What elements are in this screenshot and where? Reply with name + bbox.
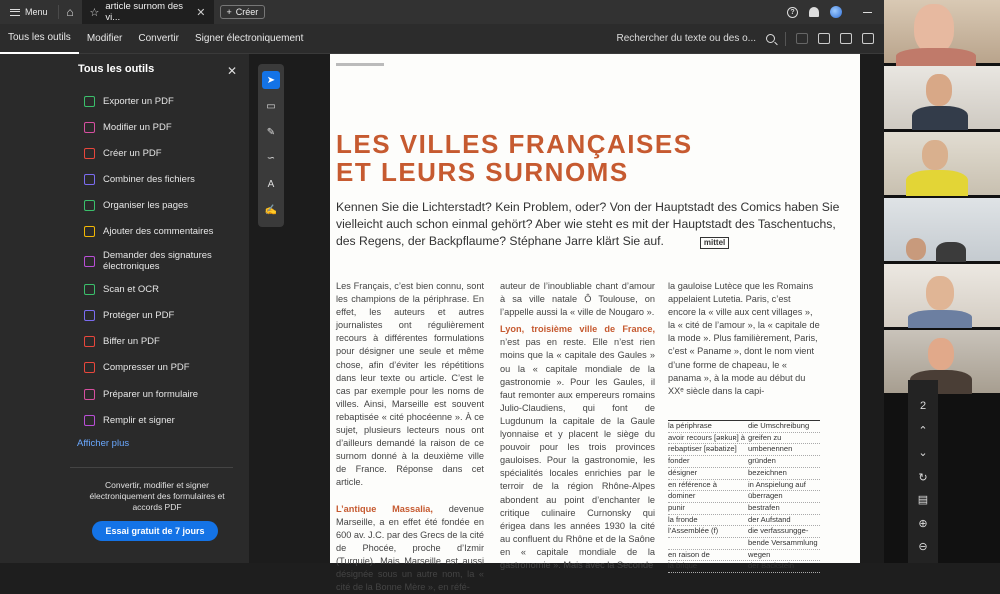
page-navigation-bar bbox=[908, 380, 938, 563]
tool-protect-pdf[interactable] bbox=[84, 310, 234, 321]
edit-pdf-icon bbox=[84, 122, 95, 133]
tool-label: Exporter un PDF bbox=[103, 96, 174, 107]
tool-scan-ocr[interactable] bbox=[84, 284, 234, 295]
vocab-row: la brique der Backstein bbox=[668, 561, 820, 573]
draw-freehand-icon[interactable]: ∽ bbox=[262, 149, 280, 167]
tool-export-pdf[interactable] bbox=[84, 96, 234, 107]
free-trial-button[interactable]: Essai gratuit de 7 jours bbox=[92, 521, 218, 541]
highlight-pen-icon[interactable]: ✎ bbox=[262, 123, 280, 141]
menu-button[interactable] bbox=[0, 0, 58, 24]
tool-label: Ajouter des commentaires bbox=[103, 226, 213, 237]
article-headline bbox=[336, 130, 693, 186]
tool-label: Préparer un formulaire bbox=[103, 389, 198, 400]
vocab-row: désigner bezeichnen bbox=[668, 468, 820, 480]
tab-title: article surnom des vi... bbox=[105, 1, 190, 23]
notifications-icon[interactable] bbox=[809, 7, 819, 17]
print-icon[interactable] bbox=[840, 33, 852, 44]
find-settings-icon[interactable] bbox=[862, 33, 874, 44]
main-toolbar bbox=[0, 24, 884, 54]
select-cursor-icon[interactable]: ➤ bbox=[262, 71, 280, 89]
paragraph-text: n’est pas en reste. Elle n’est rien moins que la « capitale des Gaules » ou la « capitale mondiale de la gastronomie ». Pour les Gaules, il faut remonter aux empereurs romains Julio-Claudiens, qui font de Lugdunum la capitale de la Gaule lyonnaise et y placent le siège du pouvoir pour les trois provinces gauloises. Pour la gastronomie, les spécialités locales enrichies par le terroir de la région Rhône-Alpes abondent au point d’enchanter le critique culinaire Curnonsky qui érigea dans les années 1930 la cité au confluent du Rhône et de la Saône en « capitale mondiale de la gastronomie ». Mais avec la Seconde bbox=[500, 337, 655, 570]
menu-label: Menu bbox=[25, 7, 48, 17]
search-input[interactable]: Rechercher du texte ou des o... bbox=[616, 33, 756, 44]
paragraph: auteur de l’inoubliable chant d’amour à sa ville natale Ô Toulouse, on l’appelle aussi la « ville de Nougaro ». bbox=[500, 280, 655, 319]
headline-line-2: ET LEURS SURNOMS bbox=[336, 158, 693, 186]
tool-label: Biffer un PDF bbox=[103, 336, 160, 347]
pdf-page bbox=[330, 54, 860, 563]
form-icon bbox=[84, 389, 95, 400]
participant-video-5[interactable] bbox=[884, 264, 1000, 327]
shield-icon bbox=[84, 310, 95, 321]
create-pdf-icon bbox=[84, 148, 95, 159]
tool-label: Demander des signatures électroniques bbox=[103, 250, 234, 272]
page-down-icon[interactable]: ⌄ bbox=[908, 446, 938, 459]
tool-label: Créer un PDF bbox=[103, 148, 162, 159]
subheading: L’antique Massalia, bbox=[336, 504, 433, 514]
save-icon[interactable] bbox=[796, 33, 808, 44]
participant-video-2[interactable] bbox=[884, 66, 1000, 129]
fill-sign-icon bbox=[84, 415, 95, 426]
participant-video-1[interactable] bbox=[884, 0, 1000, 63]
tool-label: Organiser les pages bbox=[103, 200, 188, 211]
paragraph bbox=[336, 503, 484, 594]
tool-label: Combiner des fichiers bbox=[103, 174, 195, 185]
tool-redact-pdf[interactable] bbox=[84, 336, 234, 347]
comment-icon bbox=[84, 226, 95, 237]
article-column-3 bbox=[668, 280, 820, 398]
sign-icon[interactable]: ✍ bbox=[262, 201, 280, 219]
promo-text: Convertir, modifier et signer électroniquement des formulaires et accords PDF bbox=[82, 480, 232, 513]
participant-video-3[interactable] bbox=[884, 132, 1000, 195]
vocab-row: l’Assemblée (f) die verfassungge- bbox=[668, 526, 820, 538]
vocab-row: bende Versammlung bbox=[668, 538, 820, 550]
organize-pages-icon bbox=[84, 200, 95, 211]
tool-combine-files[interactable] bbox=[84, 174, 234, 185]
star-icon[interactable]: ☆ bbox=[90, 6, 100, 19]
document-canvas-margin-right bbox=[860, 54, 884, 563]
zoom-in-icon[interactable]: ⊕ bbox=[908, 517, 938, 530]
level-badge: mittel bbox=[700, 237, 729, 249]
close-panel-icon[interactable]: ✕ bbox=[227, 64, 237, 78]
combine-files-icon bbox=[84, 174, 95, 185]
article-column-2 bbox=[500, 280, 655, 572]
vocab-row: la périphrase die Umschreibung bbox=[668, 421, 820, 433]
zoom-out-icon[interactable]: ⊖ bbox=[908, 540, 938, 553]
compress-icon bbox=[84, 362, 95, 373]
tab-all-tools[interactable]: Tous les outils bbox=[0, 24, 79, 54]
upload-cloud-icon[interactable] bbox=[818, 33, 830, 44]
tab-convert[interactable]: Convertir bbox=[130, 24, 187, 54]
headline-line-1: LES VILLES FRANÇAISES bbox=[336, 130, 693, 158]
quick-tools-bar bbox=[258, 64, 284, 227]
page-number: 2 bbox=[908, 400, 938, 412]
all-tools-panel bbox=[0, 54, 249, 563]
article-intro bbox=[336, 199, 852, 250]
document-tab[interactable] bbox=[82, 0, 214, 24]
paragraph: la gauloise Lutèce que les Romains appelaient Lutetia. Paris, c’est encore la « ville aux cent villages », la « cité de l’amour », la « capitale de la mode ». Plus familièrement, Paris, c’est « Paname », dont le nom vient d’une forme de chapeau, le « panama », à la mode au début du XXᵉ siècle dans la capi- bbox=[668, 280, 820, 398]
refresh-icon[interactable]: ↻ bbox=[908, 471, 938, 484]
vocab-row: en raison de wegen bbox=[668, 550, 820, 562]
tab-edit[interactable]: Modifier bbox=[79, 24, 131, 54]
tool-fill-sign[interactable] bbox=[84, 415, 234, 426]
tool-label: Scan et OCR bbox=[103, 284, 159, 295]
tool-edit-pdf[interactable] bbox=[84, 122, 234, 133]
participant-video-6[interactable] bbox=[884, 330, 1000, 393]
tool-create-pdf[interactable] bbox=[84, 148, 234, 159]
vocab-row: rebaptiser [ʀəbatize] umbenennen bbox=[668, 444, 820, 456]
tool-prepare-form[interactable] bbox=[84, 389, 234, 400]
tool-organize-pages[interactable] bbox=[84, 200, 234, 211]
title-bar bbox=[0, 0, 884, 24]
hamburger-icon bbox=[10, 9, 20, 16]
vocab-row: en référence à in Anspielung auf bbox=[668, 480, 820, 492]
tool-label: Modifier un PDF bbox=[103, 122, 172, 133]
vocabulary-box bbox=[668, 420, 820, 573]
paragraph: Les Français, c’est bien connu, sont les champions de la périphrase. En effet, les auteurs et autres journalistes ont régulièrement recours à différentes formulations pour désigner une seule et même chose, afin d’éviter les répétitions dans leur texte ou article. C’est le cas par exemple pour les noms de villes. Ainsi, Marseille est souvent rebaptisée « cité phocéenne ». À ce sujet, plusieurs lecteurs nous ont d’ailleurs demandé la raison de ce surnom donné à la deuxième ville de France. Réponse dans cet article. bbox=[336, 280, 484, 490]
tool-label: Protéger un PDF bbox=[103, 310, 174, 321]
export-pdf-icon bbox=[84, 96, 95, 107]
panel-divider bbox=[70, 467, 233, 468]
vocab-row: avoir recours [əʀkuʀ] à greifen zu bbox=[668, 433, 820, 445]
add-comment-icon[interactable]: ▭ bbox=[262, 97, 280, 115]
tool-compress-pdf[interactable] bbox=[84, 362, 234, 373]
show-more-link[interactable]: Afficher plus bbox=[77, 438, 129, 449]
vocab-row: la fronde der Aufstand bbox=[668, 515, 820, 527]
participant-video-4[interactable] bbox=[884, 198, 1000, 261]
home-icon[interactable]: ⌂ bbox=[58, 5, 82, 19]
tab-e-sign[interactable]: Signer électroniquement bbox=[187, 24, 311, 54]
intro-text: Kennen Sie die Lichterstadt? Kein Problem, oder? Von der Hauptstadt des Comics haben Sie vielleicht auch schon einmal gehört? Aber wie steht es mit der Hauptstadt des Taschentuchs, des Regens, der Backpflaume? Stéphane Jarre klärt Sie auf. bbox=[336, 200, 839, 248]
close-tab-icon[interactable]: ✕ bbox=[196, 6, 205, 19]
create-label: Créer bbox=[236, 7, 259, 17]
search-icon[interactable] bbox=[766, 34, 775, 43]
page-thumbnail-icon[interactable]: ▤ bbox=[908, 493, 938, 506]
subheading: Lyon, troisième ville de France, bbox=[500, 324, 655, 334]
help-icon[interactable]: ? bbox=[787, 7, 798, 18]
vocab-row: dominer überragen bbox=[668, 491, 820, 503]
minimize-icon[interactable] bbox=[863, 12, 872, 13]
create-button[interactable] bbox=[220, 5, 266, 19]
page-rule bbox=[336, 63, 384, 66]
article-column-1 bbox=[336, 280, 484, 594]
toolbar-divider bbox=[785, 32, 786, 46]
tool-label: Remplir et signer bbox=[103, 415, 175, 426]
redact-icon bbox=[84, 336, 95, 347]
text-box-icon[interactable]: A bbox=[262, 175, 280, 193]
vocab-row: punir bestrafen bbox=[668, 503, 820, 515]
tool-label: Compresser un PDF bbox=[103, 362, 190, 373]
tool-add-comments[interactable] bbox=[84, 226, 234, 237]
paragraph bbox=[500, 323, 655, 572]
scan-icon bbox=[84, 284, 95, 295]
account-avatar[interactable] bbox=[830, 6, 842, 18]
request-signature-icon bbox=[84, 256, 95, 267]
page-up-icon[interactable]: ⌃ bbox=[908, 424, 938, 437]
paragraph-text: devenue Marseille, a en effet été fondée en 600 av. J.C. par des Grecs de la cité de Phocée, proche d’Izmir (Turquie). Mais Marseille est aussi désignée sous un autre nom, la « cité de la Bonne Mère », en réfé- bbox=[336, 504, 484, 593]
tool-request-signatures[interactable] bbox=[84, 250, 234, 272]
plus-icon: + bbox=[227, 7, 232, 17]
vocab-row: fonder gründen bbox=[668, 456, 820, 468]
panel-title: Tous les outils bbox=[78, 63, 154, 75]
